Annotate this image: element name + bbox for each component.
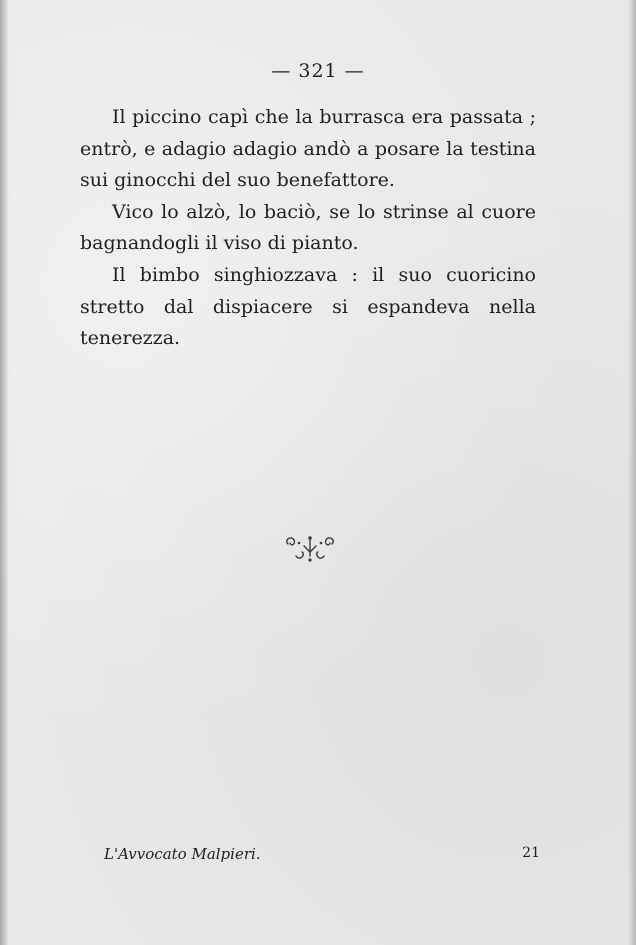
paragraph-3: Il bimbo singhiozzava : il suo cuoricino stretto dal dispiacere si espandeva nella tenerezza. bbox=[80, 263, 536, 350]
paragraph-1: Il piccino capì che la burrasca era passata ; entrò, e adagio adagio andò a posare la testina sui ginocchi del suo benefattore. bbox=[80, 106, 536, 192]
running-title: L'Avvocato Malpieri. bbox=[104, 845, 261, 863]
signature-mark: 21 bbox=[522, 845, 540, 861]
fleuron-ornament-icon bbox=[282, 532, 338, 568]
page-right-edge-shadow bbox=[628, 0, 636, 945]
page-left-edge-shadow bbox=[0, 0, 9, 945]
body-text bbox=[80, 102, 536, 355]
page-number: — 321 — bbox=[271, 60, 365, 82]
fleuron-ornament-svg bbox=[282, 532, 338, 568]
paragraph-2: Vico lo alzò, lo baciò, se lo strinse al cuore bagnandogli il viso di pianto. bbox=[80, 200, 536, 255]
